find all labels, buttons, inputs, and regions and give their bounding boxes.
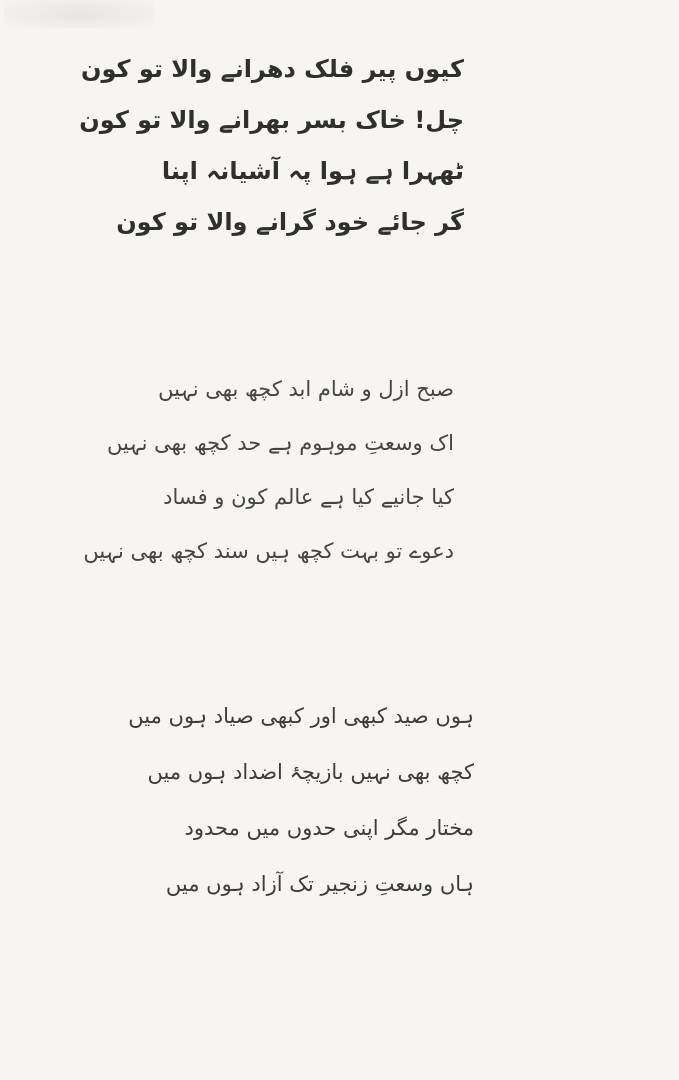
page-smudge [4, 0, 154, 28]
stanza-3-line-1: ہوں صید کبھی اور کبھی صیاد ہوں میں [128, 704, 474, 728]
stanza-2 [83, 362, 454, 578]
stanza-1-line-2: چل! خاک بسر بھرانے والا تو کون [79, 106, 464, 134]
stanza-2-line-1: صبح ازل و شام ابد کچھ بھی نہیں [158, 377, 454, 401]
stanza-3-line-2: کچھ بھی نہیں بازیچۂ اضداد ہوں میں [147, 760, 474, 784]
stanza-2-line-4: دعوے تو بہت کچھ ہیں سند کچھ بھی نہیں [83, 539, 454, 563]
stanza-1-line-3: ٹھہرا ہے ہوا پہ آشیانہ اپنا [161, 157, 464, 185]
stanza-3 [128, 688, 474, 912]
stanza-3-line-4: ہاں وسعتِ زنجیر تک آزاد ہوں میں [165, 872, 474, 896]
stanza-3-line-3: مختار مگر اپنی حدوں میں محدود [184, 816, 474, 840]
stanza-2-line-3: کیا جانیے کیا ہے عالم کون و فساد [163, 485, 454, 509]
stanza-2-line-2: اک وسعتِ موہوم ہے حد کچھ بھی نہیں [106, 431, 454, 455]
stanza-1-line-1: کیوں پیر فلک دھرانے والا تو کون [81, 55, 464, 83]
stanza-1-line-4: گر جائے خود گرانے والا تو کون [116, 208, 464, 236]
stanza-1 [79, 44, 464, 248]
